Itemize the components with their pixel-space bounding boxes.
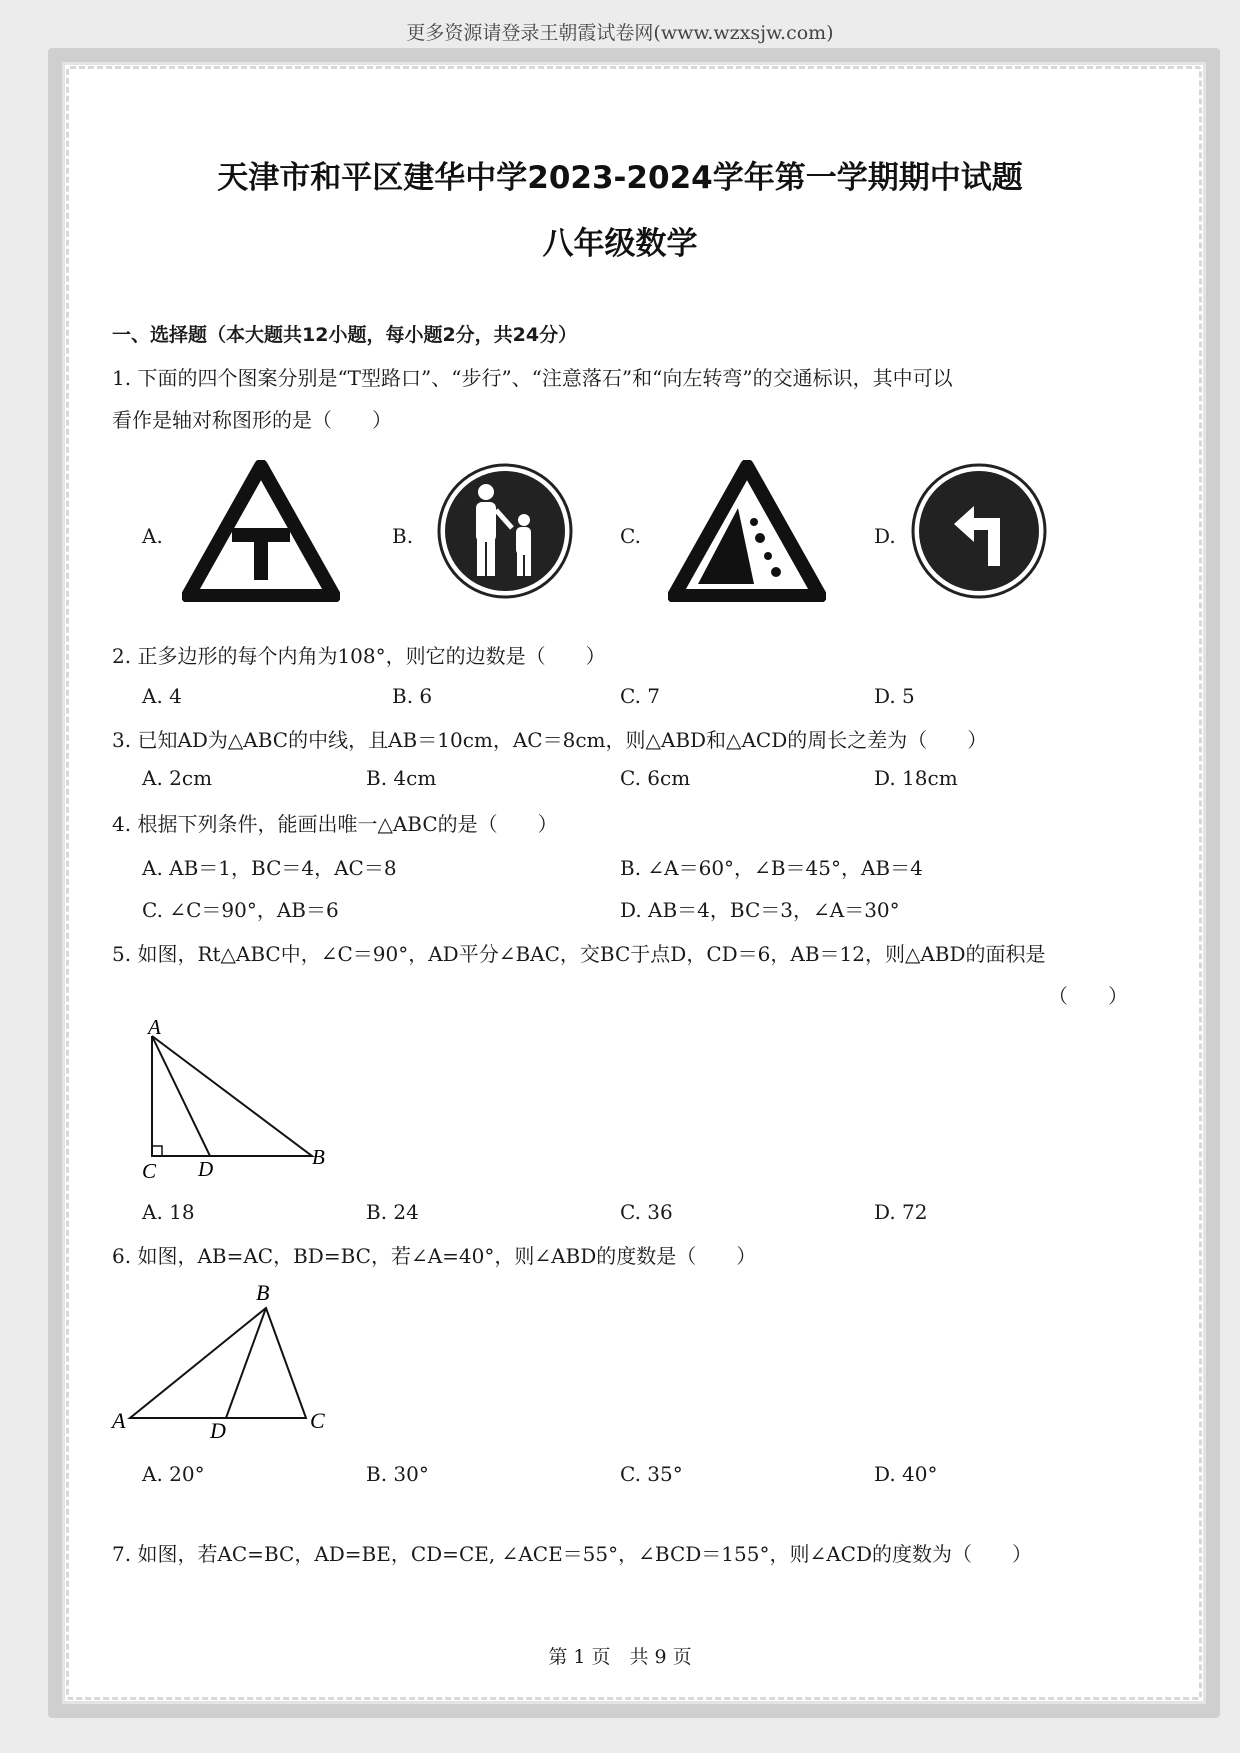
q6-option-d: D. 40° [874, 1462, 938, 1486]
q3-option-d: D. 18cm [874, 766, 958, 790]
q3-stem: 3. 已知AD为△ABC的中线，且AB＝10cm，AC＝8cm，则△ABD和△ACD的周长之差为（ ） [112, 728, 988, 752]
q6-stem: 6. 如图，AB=AC，BD=BC，若∠A=40°，则∠ABD的度数是（ ） [112, 1244, 757, 1268]
q1-option-c-label: C. [620, 524, 641, 548]
q4-option-b: B. ∠A＝60°，∠B＝45°，AB＝4 [620, 856, 923, 880]
q6-label-b: B [256, 1280, 270, 1305]
q4-stem: 4. 根据下列条件，能画出唯一△ABC的是（ ） [112, 812, 558, 836]
site-watermark: 更多资源请登录王朝霞试卷网(www.wzxsjw.com) [406, 22, 834, 44]
q5-option-a: A. 18 [142, 1200, 195, 1224]
q5-label-c: C [142, 1159, 157, 1178]
q5-option-b: B. 24 [366, 1200, 419, 1224]
q7-stem: 7. 如图，若AC=BC，AD=BE，CD=CE, ∠ACE＝55°，∠BCD＝155°，则∠ACD的度数为（ ） [112, 1542, 1032, 1566]
page-number: 第 1 页 共 9 页 [548, 1646, 692, 1668]
q5-label-b: B [312, 1145, 325, 1169]
q6-triangle-figure [110, 1278, 340, 1438]
q2-option-c: C. 7 [620, 684, 661, 708]
q5-option-c: C. 36 [620, 1200, 673, 1224]
q3-option-c: C. 6cm [620, 766, 691, 790]
q6-option-a: A. 20° [142, 1462, 205, 1486]
q5-label-a: A [148, 1018, 161, 1039]
q5-label-d: D [198, 1157, 214, 1178]
q4-option-c: C. ∠C＝90°，AB＝6 [142, 898, 339, 922]
q4-option-d: D. AB＝4，BC＝3，∠A＝30° [620, 898, 900, 922]
q2-option-d: D. 5 [874, 684, 915, 708]
q2-option-b: B. 6 [392, 684, 433, 708]
q1-option-b-label: B. [392, 524, 414, 548]
q6-label-d: D [210, 1418, 226, 1438]
falling-rocks-sign-icon [668, 460, 826, 602]
t-junction-sign-icon [182, 460, 340, 602]
q3-option-b: B. 4cm [366, 766, 437, 790]
q4-option-a: A. AB＝1，BC＝4，AC＝8 [142, 856, 397, 880]
q6-label-c: C [310, 1408, 325, 1433]
q1-option-a-label: A. [142, 524, 163, 548]
q1-option-d-label: D. [874, 524, 896, 548]
q3-option-a: A. 2cm [142, 766, 213, 790]
q1-stem-line1: 1. 下面的四个图案分别是“T型路口”、“步行”、“注意落石”和“向左转弯”的交通标识，其中可以 [112, 366, 953, 390]
q2-option-a: A. 4 [142, 684, 182, 708]
q6-label-a: A [112, 1408, 126, 1433]
turn-left-sign-icon [910, 462, 1048, 600]
q6-option-c: C. 35° [620, 1462, 683, 1486]
section-heading: 一、选择题（本大题共12小题，每小题2分，共24分） [112, 324, 578, 346]
q6-option-b: B. 30° [366, 1462, 429, 1486]
q5-triangle-figure [140, 1018, 340, 1178]
q5-stem: 5. 如图，Rt△ABC中，∠C＝90°，AD平分∠BAC，交BC于点D，CD＝6，AB＝12，则△ABD的面积是 [112, 942, 1046, 966]
exam-subject: 八年级数学 [542, 226, 698, 262]
q2-stem: 2. 正多边形的每个内角为108°，则它的边数是（ ） [112, 644, 606, 668]
q5-option-d: D. 72 [874, 1200, 928, 1224]
q1-stem-line2: 看作是轴对称图形的是（ ） [112, 408, 392, 432]
pedestrian-sign-icon [436, 462, 574, 600]
exam-title: 天津市和平区建华中学2023-2024学年第一学期期中试题 [217, 160, 1023, 196]
q5-answer-paren: （ ） [1048, 984, 1128, 1008]
